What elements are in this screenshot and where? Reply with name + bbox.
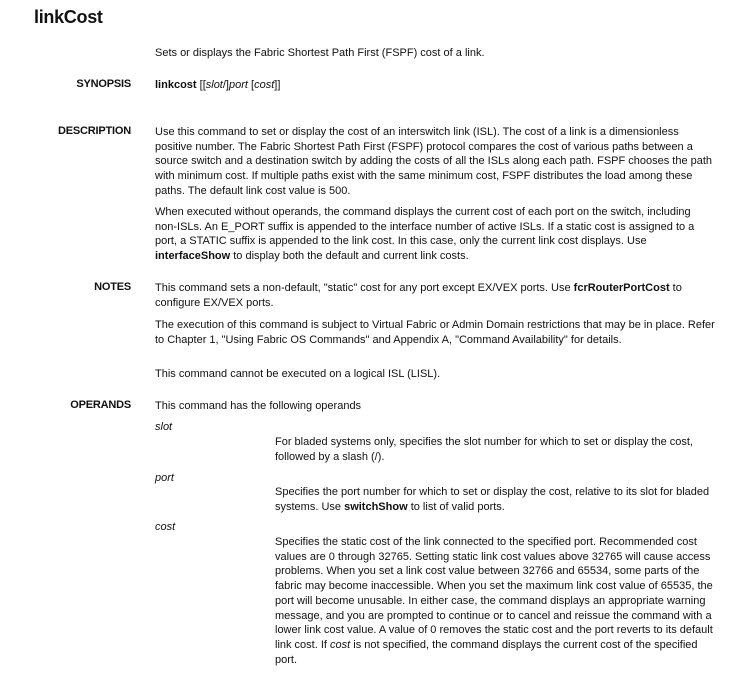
description-paragraph-1: Use this command to set or display the cost of an interswitch link (ISL). The cost of a link is a dimensionless positive number. The Fabric Shortest Path First (FSPF) protocol compares the cost of various paths between a source switch and a destination switch by adding the costs of all the ISLs along each path. FSPF chooses the path with minimum cost. If multiple paths exist with the same minimum cost, FSPF distributes the load among these paths. The default link cost value is 500. xyxy=(155,126,713,197)
description-heading: DESCRIPTION xyxy=(58,125,131,137)
operand-slot-description: For bladed systems only, specifies the slot number for which to set or display the cost, followed by a slash (/). xyxy=(275,436,693,463)
synopsis-port: port xyxy=(229,79,248,91)
synopsis-heading: SYNOPSIS xyxy=(76,78,131,90)
synopsis-slot: slot xyxy=(205,79,223,91)
command-interfaceshow: interfaceShow xyxy=(155,250,231,263)
operand-port-name: port xyxy=(155,472,174,484)
notes-paragraph-3: This command cannot be executed on a logical ISL (LISL). xyxy=(155,368,441,380)
operand-slot-name: slot xyxy=(155,421,173,433)
command-fcrrouterportcost: fcrRouterPortCost xyxy=(573,282,670,294)
operands-heading: OPERANDS xyxy=(70,399,131,411)
synopsis-cost: cost xyxy=(254,79,275,91)
operand-cost-emphasis: cost xyxy=(330,638,351,651)
operands-intro: This command has the following operands xyxy=(155,400,362,412)
operand-cost-name: cost xyxy=(155,521,176,533)
synopsis-text: linkcost [[slot/]port [cost]] xyxy=(155,79,281,91)
notes-paragraph-2: The execution of this command is subject to Virtual Fabric or Admin Domain restrictions that may be in place. Refer to Chapter 1, "Using Fabric OS Commands" and Appendix A, "Command Availability" for details. xyxy=(155,319,715,346)
summary-text: Sets or displays the Fabric Shortest Path First (FSPF) cost of a link. xyxy=(155,47,485,59)
synopsis-command: linkcost xyxy=(155,79,197,91)
operand-cost-description: Specifies the static cost of the link connected to the specified port. Recommended cost values are 0 through 32765. Setting static link cost values above 32765 will cause access problems. When you set a link cost value between 32766 and 65534, some parts of the fabric may become inaccessible. When you set the maximum link cost value of 65535, the port will become unusable. In either case, the command displays an appropriate warning message, and you are prompted to continue or to cancel and reissue the command with a lower link cost value. A value of 0 removes the static cost and the port reverts to its default link cost. If cost is not specified, the command displays the current cost of the specified port. xyxy=(275,536,713,666)
notes-heading: NOTES xyxy=(94,281,131,293)
operand-port-description: Specifies the port number for which to set or display the cost, relative to its slot for bladed systems. Use switchShow to list of valid ports. xyxy=(275,486,710,513)
command-switchshow: switchShow xyxy=(344,500,408,513)
page-title: linkCost xyxy=(34,7,103,27)
description-paragraph-2: When executed without operands, the command displays the current cost of each port on the switch, including non-ISLs. An E_PORT suffix is appended to the interface number of active ISLs. If a static cost is assigned to a port, a STATIC suffix is appended to the link cost. In this case, only the current link cost displays. Use interfaceShow to display both the default and current link costs. xyxy=(155,206,695,263)
notes-paragraph-1: This command sets a non-default, "static" cost for any port except EX/VEX ports. Use fcrRouterPortCost to configure EX/VEX ports. xyxy=(155,282,682,309)
